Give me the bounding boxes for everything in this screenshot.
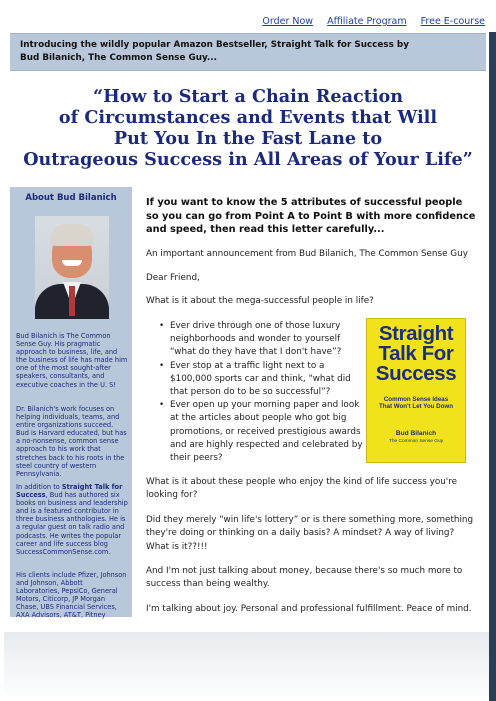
sidebar-bio-4: His clients include Pfizer, Johnson and Johnson, Abbott Laboratories, PepsiCo, General Motors, Citicorp, JP Morgan Chase, UBS Financial Services, AXA Advisors, AT&T, Pitney xyxy=(16,571,127,620)
page-bottom-fade xyxy=(4,632,489,701)
page-right-border xyxy=(489,32,496,701)
book-subtitle-line-2: That Won't Let You Down xyxy=(379,403,453,411)
page-headline xyxy=(10,86,486,170)
book-cover-title xyxy=(367,324,465,384)
sidebar-bio-2: Dr. Bilanich's work focuses on helping individuals, teams, and entire organizations succeed. Bud is Harvard educated, but has a no-nonsense, common sense approach to his work that stretches back to his roots in the steel country of western Pennsylvania. xyxy=(16,405,127,478)
book-title-line-3: Success xyxy=(375,362,457,385)
greeting: Dear Friend, xyxy=(146,273,200,283)
headline-line-4: Outrageous Success in All Areas of Your Life” xyxy=(23,149,473,170)
book-subtitle-line-1: Common Sense Ideas xyxy=(383,396,449,403)
bio3-suffix: , Bud has authored six books on business and leadership and is a featured contributor in three business anthologies. He is a regular guest on talk radio and podcasts. He writes the popular career and life success blog SuccessCommonSense.com. xyxy=(16,491,128,556)
book-cover-subtitle xyxy=(367,396,465,411)
list-item: • Ever open up your morning paper and look at the articles about people who got big promotions, or received prestigious awards and are highly respected and celebrated by their peers? xyxy=(154,399,364,465)
announcement-line: An important announcement from Bud Bilanich, The Common Sense Guy xyxy=(146,249,468,259)
author-photo xyxy=(35,216,109,319)
intro-banner xyxy=(10,33,486,71)
book-cover-author xyxy=(367,430,465,446)
author-sidebar xyxy=(10,187,132,620)
paragraph-money: And I'm not just talking about money, because there's so much more to success than being wealthy. xyxy=(146,566,463,590)
book-title-line-2: Talk For xyxy=(378,342,454,365)
paragraph-joy: I'm talking about joy. Personal and professional fulfillment. Peace of mind. xyxy=(146,604,472,614)
sales-page xyxy=(4,0,489,632)
bio3-prefix: In addition to xyxy=(16,483,62,491)
question-line: What is it about the mega-successful people in life? xyxy=(146,296,374,306)
top-navigation xyxy=(251,16,485,27)
list-item: • Ever stop at a traffic light next to a $100,000 sports car and think, “what did that person do to be so successful”? xyxy=(154,360,364,400)
lead-paragraph: If you want to know the 5 attributes of successful people so you can go from Point A to Point B with more confidence and speed, then read this letter carefully... xyxy=(146,197,476,235)
bio3-book-title: Straight Talk for Success xyxy=(16,483,123,500)
paragraph-success: What is it about these people who enjoy the kind of life success you're looking for? xyxy=(146,477,458,501)
book-author-tagline: The Common Sense Guy xyxy=(388,439,444,444)
headline-line-1: “How to Start a Chain Reaction xyxy=(92,86,404,107)
order-now-link[interactable]: Order Now xyxy=(262,16,314,27)
book-author-name: Bud Bilanich xyxy=(395,430,437,437)
sidebar-title: About Bud Bilanich xyxy=(25,193,117,203)
intro-line-2: Bud Bilanich, The Common Sense Guy... xyxy=(20,53,217,63)
free-ecourse-link[interactable]: Free E-course xyxy=(420,16,485,27)
intro-line-1: Introducing the wildly popular Amazon Bestseller, Straight Talk for Success by xyxy=(20,40,409,50)
paragraph-lottery: Did they merely “win life's lottery” or is there something more, something they're doing or thinking on a daily basis? A mindset? A way of living? What is it??!!! xyxy=(146,515,474,552)
headline-line-3: Put You In the Fast Lane to xyxy=(113,128,383,149)
affiliate-program-link[interactable]: Affiliate Program xyxy=(327,16,407,27)
list-item: • Ever drive through one of those luxury neighborhoods and wonder to yourself “what do they have that I don't have”? xyxy=(154,320,364,360)
book-title-line-1: Straight xyxy=(378,322,454,345)
headline-line-2: of Circumstances and Events that Will xyxy=(58,107,438,128)
book-cover-image xyxy=(366,318,466,463)
sidebar-bio-3 xyxy=(16,483,128,556)
question-bullets xyxy=(154,320,364,465)
sidebar-bio-1: Bud Bilanich is The Common Sense Guy. His pragmatic approach to business, life, and the business of life has made him one of the most sought-after speakers, consultants, and executive coaches in the U. S! xyxy=(16,332,128,389)
